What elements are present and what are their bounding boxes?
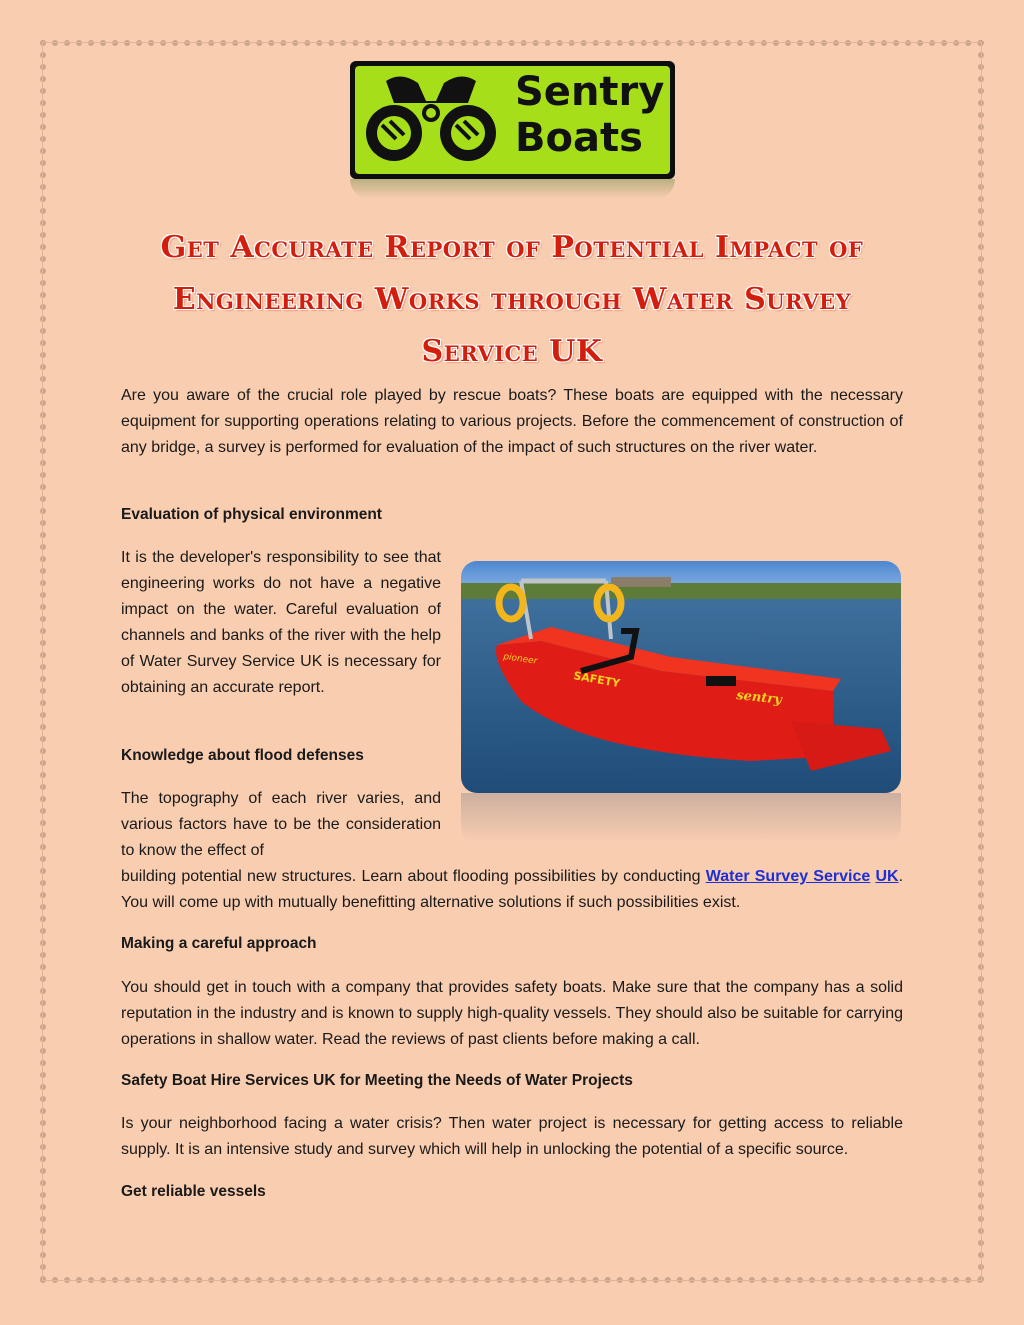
flood-paragraph-continued-text: building potential new structures. Learn about flooding possibilities by conducting: [121, 868, 701, 885]
careful-approach-paragraph: You should get in touch with a company that provides safety boats. Make sure that the company has a solid reputation in the industry and is known to supply high-quality vessels. They should also be suitable for carrying operations in shallow water. Read the reviews of past clients before making a call.: [121, 979, 903, 1048]
photo-reflection: [461, 793, 901, 843]
sentry-boats-logo: [350, 61, 675, 179]
safety-boat-hire-paragraph: Is your neighborhood facing a water crisis? Then water project is necessary for getting access to reliable supply. It is an intensive study and survey which will help in unlocking the potential of a specific source.: [121, 1115, 903, 1158]
photo-hull-safety-text: SAFETY: [572, 669, 621, 691]
logo-text-line1: Sentry: [515, 69, 665, 115]
safety-boat-photo: [461, 561, 901, 793]
flood-paragraph-continued: [121, 864, 903, 916]
heading-reliable-vessels: Get reliable vessels: [121, 1183, 266, 1200]
heading-flood-defenses: Knowledge about flood defenses: [121, 747, 364, 764]
heading-safety-boat-hire: Safety Boat Hire Services UK for Meeting the Needs of Water Projects: [121, 1072, 633, 1089]
logo-reflection: [350, 179, 675, 199]
page-title: Get Accurate Report of Potential Impact of Engineering Works through Water Survey Service UK: [160, 230, 864, 369]
flood-paragraph-start: The topography of each river varies, and various factors have to be the consideration to know the effect of: [121, 790, 441, 859]
logo-text-line2: Boats: [515, 115, 643, 161]
physical-environment-paragraph: It is the developer's responsibility to see that engineering works do not have a negative impact on the water. Careful evaluation of channels and banks of the river with the help of Water Survey Service UK is necessary for obtaining an accurate report.: [121, 549, 441, 696]
water-survey-service-link[interactable]: Water Survey Service: [705, 868, 871, 885]
water-survey-service-link-uk[interactable]: UK: [875, 868, 899, 885]
heading-physical-environment: Evaluation of physical environment: [121, 506, 382, 523]
binoculars-icon: [356, 73, 506, 165]
flood-paragraph-end: . You will come up with mutually benefitting alternative solutions if such possibilities exist.: [121, 868, 904, 911]
heading-careful-approach: Making a careful approach: [121, 935, 317, 952]
intro-paragraph: Are you aware of the crucial role played by rescue boats? These boats are equipped with the necessary equipment for supporting operations relating to various projects. Before the commencement of construction of any bridge, a survey is performed for evaluation of the impact of such structures on the river water.: [121, 387, 903, 456]
photo-hull-model-text: pioneer: [502, 652, 538, 667]
photo-hull-brand-text: sentry: [735, 688, 783, 708]
